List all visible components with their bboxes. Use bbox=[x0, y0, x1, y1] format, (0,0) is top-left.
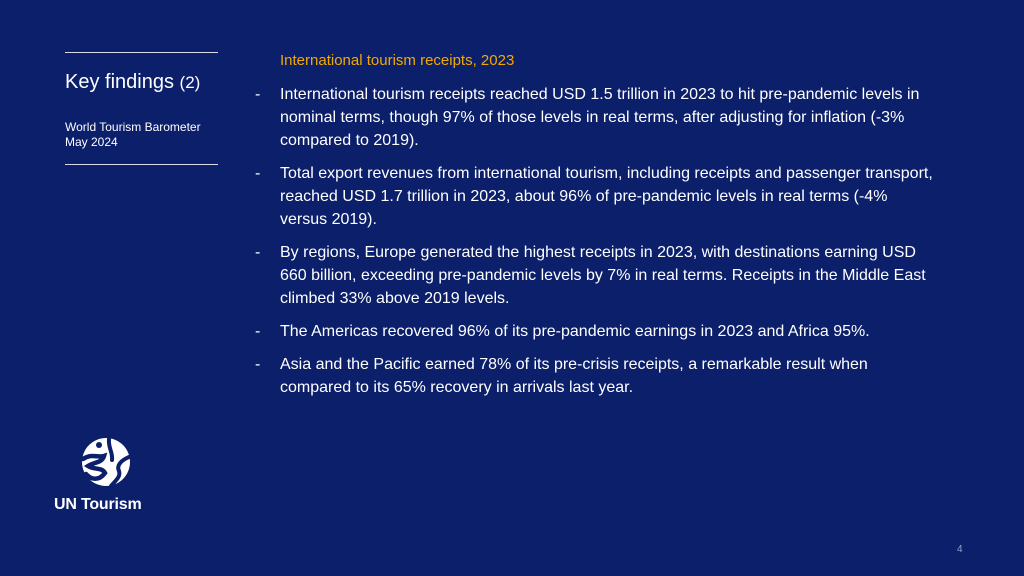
finding-text: The Americas recovered 96% of its pre-pandemic earnings in 2023 and Africa 95%. bbox=[280, 323, 870, 340]
sidebar-bottom-divider bbox=[65, 164, 218, 165]
bullet-marker: - bbox=[255, 165, 261, 182]
sidebar-top-divider bbox=[65, 52, 218, 53]
bullet-marker: - bbox=[255, 323, 261, 340]
sidebar bbox=[65, 52, 218, 165]
section-title: International tourism receipts, 2023 bbox=[280, 52, 515, 69]
bullet-marker: - bbox=[255, 356, 261, 373]
finding-item bbox=[255, 83, 935, 152]
main-content bbox=[255, 51, 935, 409]
finding-item bbox=[255, 353, 935, 399]
source-publication: World Tourism Barometer bbox=[65, 120, 201, 134]
bullet-marker: - bbox=[255, 244, 261, 261]
bullet-marker: - bbox=[255, 86, 261, 103]
logo-wordmark: UN Tourism bbox=[54, 496, 142, 513]
source-info bbox=[65, 120, 218, 150]
finding-item bbox=[255, 162, 935, 231]
finding-item bbox=[255, 241, 935, 310]
finding-item bbox=[255, 320, 935, 343]
slide-title-number: (2) bbox=[179, 73, 201, 92]
source-date: May 2024 bbox=[65, 135, 118, 149]
finding-text: Asia and the Pacific earned 78% of its pre-crisis receipts, a remarkable result when compared to its 65% recovery in arrivals last year. bbox=[280, 356, 868, 396]
un-tourism-logo bbox=[54, 436, 164, 516]
finding-text: International tourism receipts reached USD 1.5 trillion in 2023 to hit pre-pandemic levels in nominal terms, though 97% of those levels in real terms, after adjusting for inflation (-3% compared to 2019). bbox=[280, 86, 920, 149]
slide-title bbox=[65, 69, 218, 96]
finding-text: Total export revenues from international tourism, including receipts and passenger transport, reached USD 1.7 trillion in 2023, about 96% of pre-pandemic levels in real terms (-4% versus 2019). bbox=[280, 165, 933, 228]
slide-title-text: Key findings bbox=[65, 71, 174, 93]
findings-list bbox=[255, 83, 935, 399]
finding-text: By regions, Europe generated the highest receipts in 2023, with destinations earning USD 660 billion, exceeding pre-pandemic levels by 7% in real terms. Receipts in the Middle East climbed 33% above 2019 levels. bbox=[280, 244, 926, 307]
un-tourism-globe-icon bbox=[80, 436, 132, 488]
page-number: 4 bbox=[957, 544, 963, 555]
